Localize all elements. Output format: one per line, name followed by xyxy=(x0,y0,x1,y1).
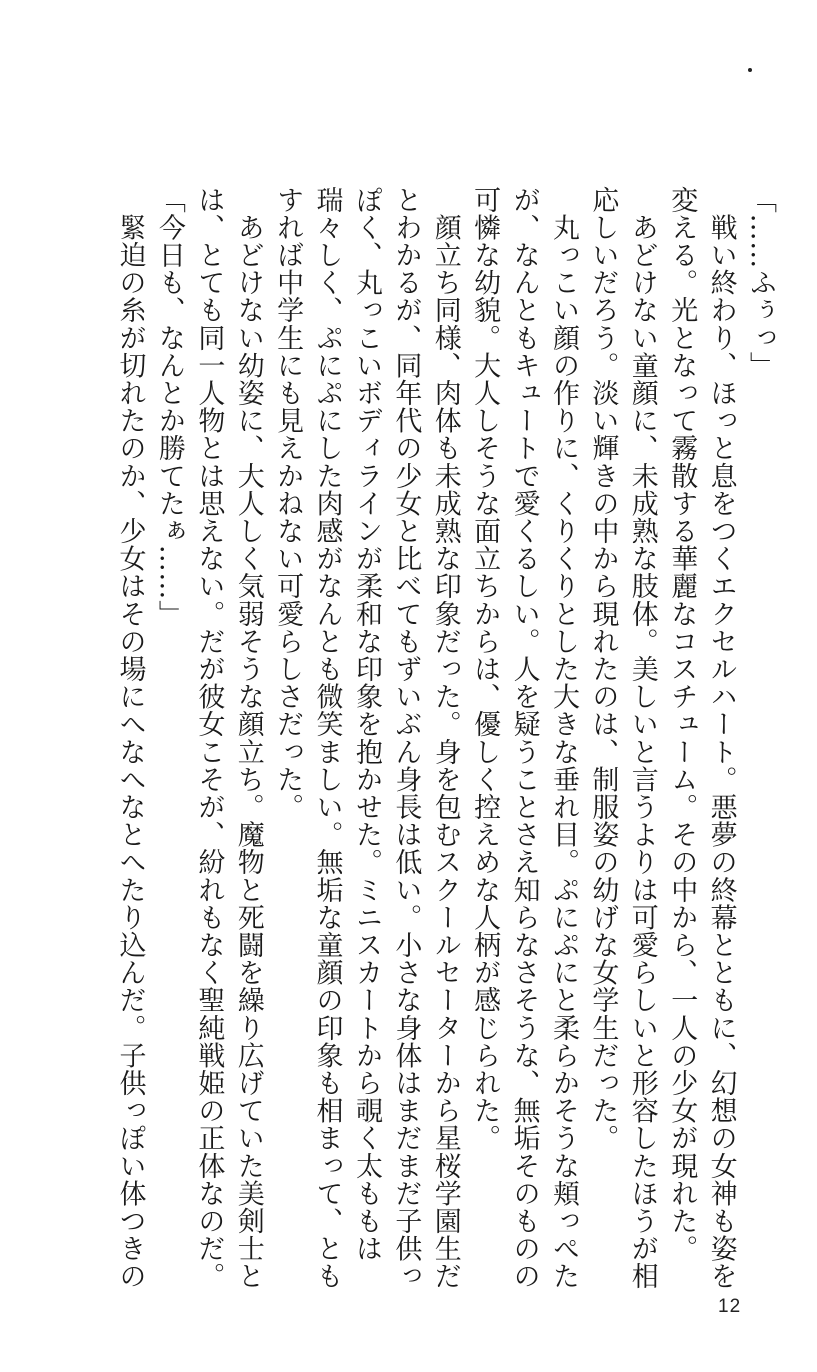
text-column: 顔立ち同様、肉体も未成熟な印象だった。身を包むスクールセーターから星桜学園生だ xyxy=(429,186,461,1290)
text-column: ぽく、丸っこいボディラインが柔和な印象を抱かせた。ミニスカートから覗く太ももは xyxy=(350,186,382,1263)
page-mark-dot xyxy=(748,68,752,72)
text-column: 戦い終わり、ほっと息をつくエクセルハート。悪夢の終幕とともに、幻想の女神も姿を xyxy=(705,186,737,1290)
text-column: 丸っこい顔の作りに、くりくりとした大きな垂れ目。ぷにぷにと柔らかそうな頬っぺた xyxy=(547,186,579,1290)
text-column: が、なんともキュートで愛くるしい。人を疑うことさえ知らなさそうな、無垢そのものの xyxy=(508,186,540,1290)
text-column: 瑞々しく、ぷにぷにした肉感がなんとも微笑ましい。無垢な童顔の印象も相まって、とも xyxy=(311,186,343,1290)
vertical-text-body xyxy=(114,186,780,1290)
text-column: 応しいだろう。淡い輝きの中から現れたのは、制服姿の幼げな女学生だった。 xyxy=(587,186,619,1152)
text-column: 変える。光となって霧散する華麗なコスチューム。その中から、一人の少女が現れた。 xyxy=(666,186,698,1263)
text-column: 「……ふぅっ」 xyxy=(745,186,776,380)
text-column: あどけない童顔に、未成熟な肢体。美しいと言うよりは可愛らしいと形容したほうが相 xyxy=(626,186,658,1290)
text-column: 緊迫の糸が切れたのか、少女はその場にへなへなとへたり込んだ。子供っぽい体つきの xyxy=(114,186,146,1290)
text-column: あどけない幼姿に、大人しく気弱そうな顔立ち。魔物と死闘を繰り広げていた美剣士と xyxy=(232,186,264,1290)
text-column: とわかるが、同年代の少女と比べてもずいぶん身長は低い。小さな身体はまだまだ子供っ xyxy=(390,186,422,1290)
text-column: は、とても同一人物とは思えない。だが彼女こそが、紛れもなく聖純戦姫の正体なのだ。 xyxy=(193,186,225,1290)
page-number: 12 xyxy=(718,1296,742,1317)
text-column: 可憐な幼貌。大人しそうな面立ちからは、優しく控えめな人柄が感じられた。 xyxy=(469,186,501,1152)
text-column: すれば中学生にも見えかねない可愛らしさだった。 xyxy=(272,186,304,821)
text-column: 「今日も、なんとか勝てたぁ……」 xyxy=(153,186,185,628)
